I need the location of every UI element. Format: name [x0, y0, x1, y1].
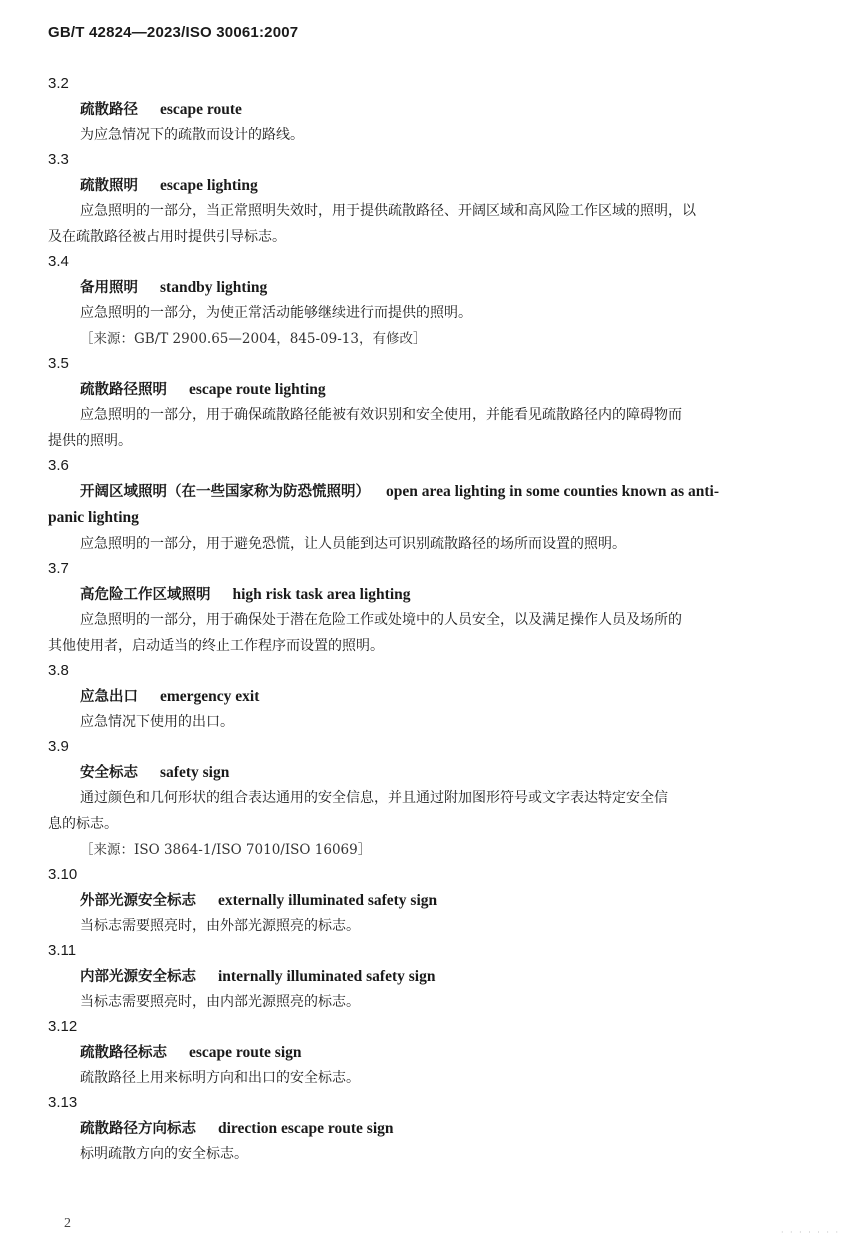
- definition-line: 当标志需要照亮时，由内部光源照亮的标志。: [80, 994, 360, 1010]
- term-entry-3-13: [48, 1091, 828, 1167]
- term-en: high risk task area lighting: [232, 586, 411, 603]
- definition-line: 应急照明的一部分，用于避免恐慌，让人员能到达可识别疏散路径的场所而设置的照明。: [80, 536, 626, 552]
- term-en: direction escape route sign: [218, 1120, 394, 1137]
- term-entry-3-4: [48, 250, 828, 352]
- term-heading: [48, 96, 828, 122]
- term-definition: [48, 1141, 828, 1167]
- term-entry-3-12: [48, 1015, 828, 1091]
- definition-line: 及在疏散路径被占用时提供引导标志。: [48, 229, 286, 245]
- term-en: standby lighting: [160, 279, 268, 296]
- term-number: 3.8: [48, 662, 69, 679]
- term-number: 3.13: [48, 1094, 78, 1111]
- term-number: 3.6: [48, 457, 69, 474]
- term-zh: 应急出口: [80, 689, 138, 705]
- definition-line: 应急照明的一部分，为使正常活动能够继续进行而提供的照明。: [80, 305, 472, 321]
- term-number: 3.5: [48, 355, 69, 372]
- definition-line: 应急照明的一部分，用于确保疏散路径能被有效识别和安全使用，并能看见疏散路径内的障碍物而: [80, 407, 682, 423]
- term-entry-3-2: [48, 72, 828, 148]
- term-zh: 外部光源安全标志: [80, 893, 196, 909]
- definition-line: 应急照明的一部分，用于确保处于潜在危险工作或处境中的人员安全，以及满足操作人员及场所的: [80, 612, 682, 628]
- term-zh: 疏散路径照明: [80, 382, 167, 398]
- term-heading: [48, 759, 828, 785]
- term-definition: [48, 531, 828, 557]
- term-number: 3.11: [48, 942, 77, 959]
- term-definition: [48, 402, 828, 454]
- term-definition: [48, 300, 828, 326]
- term-zh: 安全标志: [80, 765, 138, 781]
- term-en: escape route: [160, 101, 242, 118]
- term-entry-3-5: [48, 352, 828, 454]
- term-definition: [48, 1065, 828, 1091]
- term-definition: [48, 785, 828, 837]
- term-number: 3.9: [48, 738, 69, 755]
- definition-line: 其他使用者，启动适当的终止工作程序而设置的照明。: [48, 638, 384, 654]
- term-number: 3.3: [48, 151, 69, 168]
- term-en: escape route sign: [189, 1044, 302, 1061]
- term-zh: 疏散路径方向标志: [80, 1121, 196, 1137]
- watermark-dots: · · · · · · ·: [780, 1228, 840, 1237]
- term-number: 3.12: [48, 1018, 78, 1035]
- term-en: escape route lighting: [189, 381, 326, 398]
- term-zh: 疏散路径: [80, 102, 138, 118]
- term-heading: [48, 1115, 828, 1141]
- definition-line: 应急情况下使用的出口。: [80, 714, 234, 730]
- definition-line: 通过颜色和几何形状的组合表达通用的安全信息，并且通过附加图形符号或文字表达特定安全信: [80, 790, 668, 806]
- term-heading: [48, 887, 828, 913]
- term-definition: [48, 198, 828, 250]
- term-heading: [48, 274, 828, 300]
- definition-line: 当标志需要照亮时，由外部光源照亮的标志。: [80, 918, 360, 934]
- term-entry-3-6: [48, 454, 828, 557]
- term-definition: [48, 913, 828, 939]
- definition-line: 标明疏散方向的安全标志。: [80, 1146, 248, 1162]
- term-number: 3.2: [48, 75, 69, 92]
- term-en: open area lighting in some counties known as anti-: [386, 483, 720, 500]
- definition-line: 疏散路径上用来标明方向和出口的安全标志。: [80, 1070, 360, 1086]
- term-entry-3-8: [48, 659, 828, 735]
- term-en: internally illuminated safety sign: [218, 968, 436, 985]
- term-heading: [48, 963, 828, 989]
- term-en: escape lighting: [160, 177, 258, 194]
- definition-line: 提供的照明。: [48, 433, 132, 449]
- term-definition: [48, 709, 828, 735]
- term-en: externally illuminated safety sign: [218, 892, 438, 909]
- page-number: 2: [64, 1216, 71, 1231]
- term-number: 3.4: [48, 253, 69, 270]
- term-source: ［来源：GB/T 2900.65—2004，845-09-13，有修改］: [80, 331, 427, 347]
- term-heading: [48, 581, 828, 607]
- term-entry-3-10: [48, 863, 828, 939]
- term-zh: 内部光源安全标志: [80, 969, 196, 985]
- definition-line: 息的标志。: [48, 816, 118, 832]
- term-definition: [48, 989, 828, 1015]
- term-heading: [48, 683, 828, 709]
- definition-line: 应急照明的一部分，当正常照明失效时，用于提供疏散路径、开阔区域和高风险工作区域的照明，以: [80, 203, 696, 219]
- term-number: 3.10: [48, 866, 78, 883]
- term-en-continued: panic lighting: [48, 509, 139, 526]
- term-zh: 备用照明: [80, 280, 138, 296]
- term-zh: 开阔区域照明（在一些国家称为防恐慌照明）: [80, 484, 370, 500]
- term-en: safety sign: [160, 764, 230, 781]
- term-number: 3.7: [48, 560, 69, 577]
- term-heading: [48, 172, 828, 198]
- term-entry-3-11: [48, 939, 828, 1015]
- term-entry-3-3: [48, 148, 828, 250]
- term-definition: [48, 122, 828, 148]
- standard-header: GB/T 42824—2023/ISO 30061:2007: [48, 24, 299, 41]
- term-zh: 高危险工作区域照明: [80, 587, 211, 603]
- term-source: ［来源：ISO 3864-1/ISO 7010/ISO 16069］: [80, 842, 372, 858]
- term-zh: 疏散路径标志: [80, 1045, 167, 1061]
- term-entry-3-7: [48, 557, 828, 659]
- term-entry-3-9: [48, 735, 828, 863]
- term-heading: [48, 1039, 828, 1065]
- term-en: emergency exit: [160, 688, 260, 705]
- definition-line: 为应急情况下的疏散而设计的路线。: [80, 127, 304, 143]
- term-heading: [48, 376, 828, 402]
- terms-list: [48, 72, 828, 1167]
- term-definition: [48, 607, 828, 659]
- term-zh: 疏散照明: [80, 178, 138, 194]
- term-heading: [48, 478, 828, 531]
